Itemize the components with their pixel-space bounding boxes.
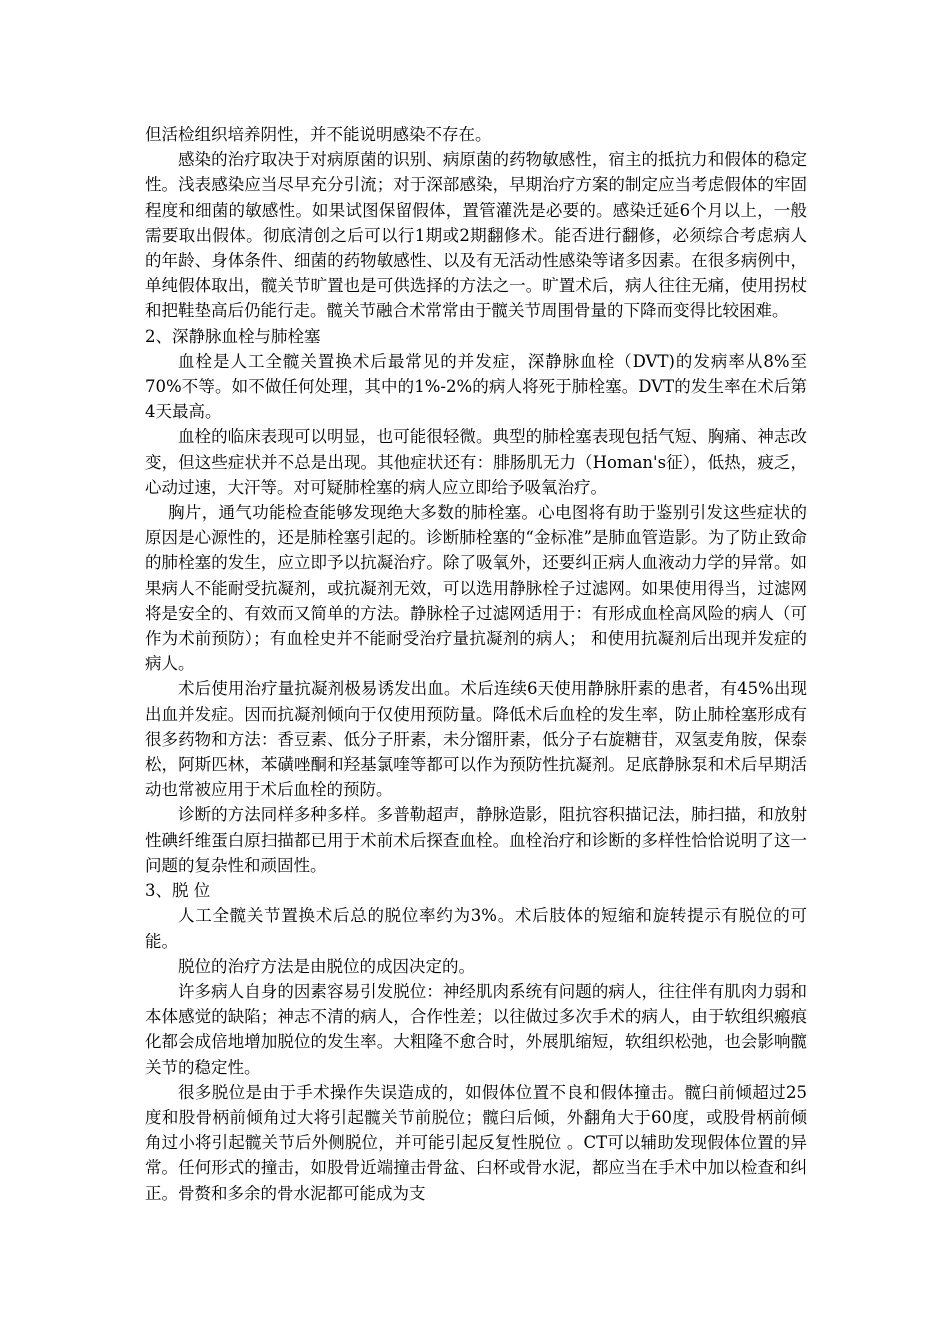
paragraph-diagnostic-methods: 诊断的方法同样多种多样。多普勒超声，静脉造影，阻抗容积描记法，肺扫描，和放射性碘纤维蛋白原扫描都已用于术前术后探查血栓。血栓治疗和诊断的多样性恰恰说明了这一问题的复杂性和顽固性。 xyxy=(145,805,807,875)
paragraph-dvt-symptoms: 血栓的临床表现可以明显，也可能很轻微。典型的肺栓塞表现包括气短、胸痛、神志改变，但这些症状并不总是出现。其他症状还有：腓肠肌无力（Homan's征），低热，疲乏，心动过速，大汗等。对可疑肺栓塞的病人应立即给予吸氧治疗。 xyxy=(145,427,807,497)
paragraph-pe-diagnosis: 胸片，通气功能检查能够发现绝大多数的肺栓塞。心电图将有助于鉴别引发这些症状的原因是心源性的，还是肺栓塞引起的。诊断肺栓塞的“金标准”是肺血管造影。为了防止致命的肺栓塞的发生，应立即予以抗凝治疗。除了吸氧外，还要纠正病人血液动力学的异常。如果病人不能耐受抗凝剂，或抗凝剂无效，可以选用静脉栓子过滤网。如果使用得当，过滤网将是安全的、有效而又简单的方法。静脉栓子过滤网适用于：有形成血栓高风险的病人（可作为术前预防）；有血栓史并不能耐受治疗量抗凝剂的病人； 和使用抗凝剂后出现并发症的病人。 xyxy=(145,503,807,674)
paragraph-dvt-incidence: 血栓是人工全髋关置换术后最常见的并发症，深静脉血栓（DVT)的发病率从8%至70%不等。如不做任何处理，其中的1%-2%的病人将死于肺栓塞。DVT的发生率在术后第4天最高。 xyxy=(145,351,807,422)
paragraph-patient-factors: 许多病人自身的因素容易引发脱位：神经肌肉系统有问题的病人，往往伴有肌肉力弱和本体感觉的缺陷；神志不清的病人，合作性差；以往做过多次手术的病人，由于软组织瘢痕化都会成倍地增加脱位的发生率。大粗隆不愈合时，外展肌缩短，软组织松弛，也会影响髋关节的稳定性。 xyxy=(145,981,807,1077)
section-heading-dislocation: 3、脱 位 xyxy=(145,881,211,901)
paragraph-dislocation-treatment: 脱位的治疗方法是由脱位的成因决定的。 xyxy=(178,956,475,976)
paragraph-surgical-factors: 很多脱位是由于手术操作失误造成的，如假体位置不良和假体撞击。髋臼前倾超过25度和股骨柄前倾角过大将引起髋关节前脱位；髋臼后倾，外翻角大于60度，或股骨柄前倾角过小将引起髋关节后外侧脱位，并可能引起反复性脱位 。CT可以辅助发现假体位置的异常。任何形式的撞击，如股骨近端撞击骨盆、臼杯或骨水泥，都应当在手术中加以检查和纠正。骨赘和多余的骨水泥都可能成为支 xyxy=(145,1082,807,1203)
paragraph-infection-treatment: 感染的治疗取决于对病原菌的识别、病原菌的药物敏感性，宿主的抵抗力和假体的稳定性。浅表感染应当尽早充分引流；对于深部感染，早期治疗方案的制定应当考虑假体的牢固程度和细菌的敏感性。如果试图保留假体，置管灌洗是必要的。感染迁延6个月以上，一般需要取出假体。彻底清创之后可以行1期或2期翻修术。能否进行翻修，必须综合考虑病人的年龄、身体条件、细菌的药物敏感性、以及有无活动性感染等诸多因素。在很多病例中，单纯假体取出，髋关节旷置也是可供选择的方法之一。旷置术后，病人往往无痛，使用拐杖和把鞋垫高后仍能行走。髋关节融合术常常由于髋关节周围骨量的下降而变得比较困难。 xyxy=(145,150,807,321)
paragraph-continuation: 但活检组织培养阴性，并不能说明感染不存在。 xyxy=(145,125,492,144)
paragraph-dislocation-rate: 人工全髋关节置换术后总的脱位率约为3%。术后肢体的短缩和旋转提示有脱位的可能。 xyxy=(145,906,807,951)
document-page xyxy=(145,122,807,1206)
paragraph-anticoagulation: 术后使用治疗量抗凝剂极易诱发出血。术后连续6天使用静脉肝素的患者，有45%出现出血并发症。因而抗凝剂倾向于仅使用预防量。降低术后血栓的发生率，防止肺栓塞形成有很多药物和方法：香豆素、低分子肝素，未分馏肝素，低分子右旋糖苷，双氢麦角胺，保泰松，阿斯匹林，苯磺唑酮和羟基氯喹等都可以作为预防性抗凝剂。足底静脉泵和术后早期活动也常被应用于术后血栓的预防。 xyxy=(145,679,807,800)
section-heading-dvt: 2、深静脉血栓与肺栓塞 xyxy=(145,326,321,346)
